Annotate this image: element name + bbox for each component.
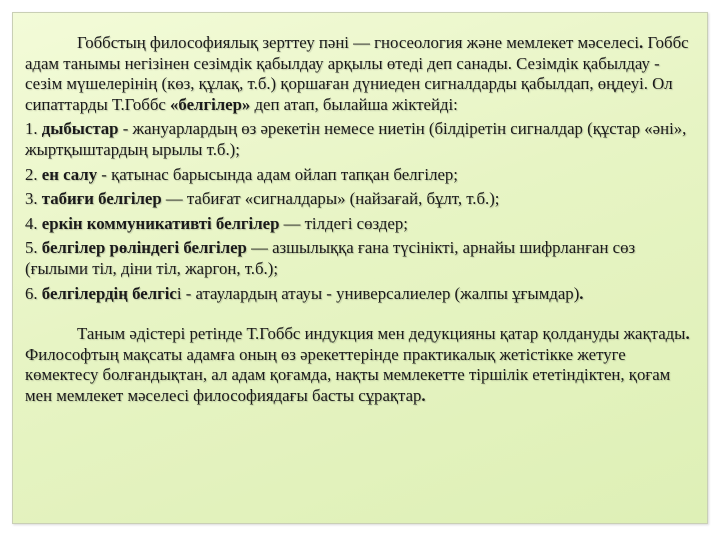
slide [12, 12, 708, 524]
list-item-number: 5. [25, 238, 42, 258]
list-item-text: і - атаулардың атауы - универсалиелер (жалпы ұғымдар) [176, 283, 580, 303]
list-item-number: 3. [25, 189, 42, 209]
list-item-text: - қатынас барысында адам ойлап тапқан белгілер; [97, 164, 458, 184]
list-item-2 [25, 165, 697, 186]
list-item-number: 4. [25, 213, 42, 233]
list-item-text: — тілдегі сөздер; [279, 213, 408, 233]
closing-text-2-end: . [421, 385, 426, 405]
paragraph-gap [25, 304, 697, 324]
list-item-4 [25, 214, 697, 235]
list-item-term: ен салу [41, 164, 98, 184]
closing-paragraph [25, 324, 697, 406]
list-item-term: табиғи белгілер [41, 189, 162, 209]
list-item-term: белгілердің белгіс [41, 283, 177, 303]
intro-text-2: Гоббс адам танымы негізінен сезімдік қабылдау арқылы өтеді деп санады. Сезімдік қабылдау - сезім мүшелерінің (көз, құлақ, т.б.) қоршаған дүниеден сигналдарды қабылдап, өңдеуі. Ол сипаттарды Т.Гоббс [25, 33, 689, 114]
list-item-6 [25, 284, 697, 305]
list-item-1 [25, 119, 697, 160]
intro-paragraph [25, 33, 697, 115]
list-item-number: 1. [25, 119, 42, 139]
list-item-end: . [579, 283, 584, 303]
closing-text-1: Таным әдістері ретінде Т.Гоббс индукция мен дедукцияны қатар қолдануды жақтады [77, 324, 686, 344]
list-item-term: еркін коммуникативті белгілер [41, 213, 280, 233]
intro-text-3: деп атап, былайша жіктейді: [250, 94, 458, 114]
closing-text-2: Философтың мақсаты адамға оның өз әрекеттерінде практикалық жетістікке жетуге көмектесу болғандықтан, ал адам қоғамда, нақты мемлекетте тіршілік ететіндіктен, қоғам мен мемлекет мәселесі философиядағы басты сұрақтар [25, 344, 671, 405]
intro-term-signs: «белгілер» [170, 94, 251, 114]
list-item-text: - жануарлардың өз әрекетін немесе ниетін (білдіретін сигналдар (құстар «әні», жыртқыштардың ырылы т.б.); [25, 119, 687, 159]
list-item-5 [25, 238, 697, 279]
intro-text-1-end: . [639, 33, 644, 52]
list-item-number: 2. [25, 164, 42, 184]
list-item-number: 6. [25, 283, 42, 303]
intro-text-1: Гоббстың философиялық зерттеу пәні — гносеология және мемлекет мәселесі [77, 33, 640, 52]
list-item-text: — табиғат «сигналдары» (найзағай, бұлт, т.б.); [161, 189, 500, 209]
list-item-term: белгілер рөліндегі белгілер [41, 238, 247, 258]
closing-text-1-end: . [685, 324, 690, 344]
list-item-3 [25, 189, 697, 210]
slide-content [25, 33, 697, 407]
list-item-term: дыбыстар [41, 119, 119, 139]
list-item-text: — азшылыққа ғана түсінікті, арнайы шифрланған сөз (ғылыми тіл, діни тіл, жаргон, т.б.); [25, 238, 636, 278]
